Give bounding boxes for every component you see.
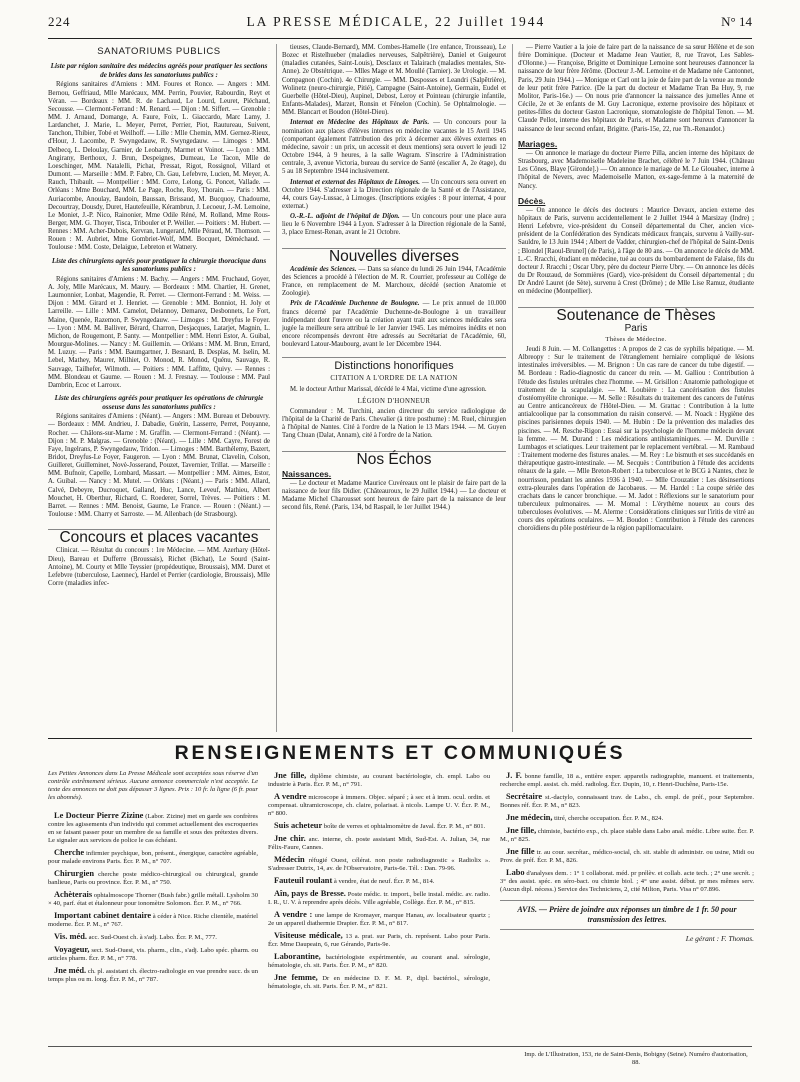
- ad-text: boîte de verres et ophtalmomètre de Javal. Écr. P. M., n° 801.: [322, 823, 486, 830]
- ad-text: ophtalmoscope Thorner (Bush fabr.) grille métall. Lysholm 30 × 40, parf. état et étalonneur pour ionomètre Solomon. Écr. P. M., n° 766.: [48, 892, 258, 907]
- ad-lead: Secrétaire: [506, 792, 543, 801]
- gerant-line: Le gérant : F. Thomas.: [685, 934, 754, 943]
- imprint: Imp. de L'Illustration, 153, rte de Saint-Denis, Bobigny (Seine). Numéro d'autorisation, 88.: [524, 1051, 748, 1066]
- issue-number: N° 14: [721, 14, 752, 29]
- section-rule: [48, 738, 752, 739]
- ad-text: cherche poste médico-chirurgical ou chirurgical, grande banlieue, Paris ou province. Écr. P. M., n° 750.: [48, 871, 258, 886]
- article-paragraph: [282, 266, 506, 299]
- article-text: tieuses, Claude-Bernard), MM. Combes-Hamelle (1re enfance, Trousseau), Le Bozec et Ristelhueber (maladies nerveuses, Salpêtrière), Daniel et Guigeurot (maladies cutanées, Saint-Louis), Desclaux et Talairach (maladies mentales, Ste-Anne). 2e Obstétrique. — Mlles Mage et M. Moullé (Tarnier). 3e Urologie. — M. Compagnon (Cochin). 4e Chirurgie. — MM. Desposses et Leandri (Salpêtrière), Wolinetz (neuro-chirurgie, Pitié), Campagne (Saint-Antoine), Germain, Eudel et Guerbelle (Hôtel-Dieu), Aupinel, Debost, Leroy et Pointeau (chirurgie infantile, Enfants-Malades), Marzet, Ronsin et Fénelon (Cochin). 5e Ophtalmologie. — MM. Blancart et Boudon (Hôtel-Dieu).: [282, 44, 506, 117]
- ad-lead: Chirurgien: [54, 869, 95, 878]
- classified-ad: [500, 814, 754, 823]
- ad-text: Dr en médecine D. F. M. P., dipl. bactériol., sérologie, hématologie, ch. sit. Paris. Écr. P. M., n° 821.: [268, 975, 490, 990]
- avis-notice: AVIS. — Prière de joindre aux réponses un timbre de 1 fr. 50 pour transmission des lettres.: [500, 900, 754, 930]
- ad-text: 13 a. prat. sur Paris, ch. représent. Labo pour Paris. Écr. Mme Daupeain, 6, rue Gérando, Paris-9e.: [268, 933, 490, 948]
- ad-text: acc. Sud-Ouest ch. à s'adj. Labo. Écr. P. M., 777.: [86, 934, 217, 941]
- classified-ad: [500, 793, 754, 810]
- classified-ad: [48, 946, 258, 963]
- echos-title: Nos Échos: [282, 451, 506, 464]
- naissances-title: Naissances.: [282, 468, 332, 479]
- article-text: Commandeur : M. Turchini, ancien directeur du service radiologique de l'hôpital de la Charité de Paris. Chevalier (à titre posthume) : M. Ruel, chirurgien à l'hôpital de Nantes. Cité à l'ordre de la Nation le 13 Mars 1944. — M. Guyen Tang Chuan (Dalat, Annam), cité à l'ordre de la Nation.: [282, 407, 506, 440]
- citation-title: CITATION A L'ORDRE DE LA NATION: [330, 375, 458, 383]
- ad-lead: Cherche: [54, 848, 85, 857]
- classified-ad: [268, 974, 490, 991]
- ads-intro: Les Petites Annonces dans La Presse Médicale sont acceptées sous réserve d'un contrôle extrêmement sérieux. Aucune annonce commerciale n'est acceptée. Le texte des annonces ne doit pas dépasser 3 lignes. Prix : 10 fr. la ligne (6 fr. pour les abonnés).: [48, 770, 258, 801]
- footer-rule: [48, 1046, 752, 1047]
- subheading: Liste des chirurgiens agréés pour pratiquer la chirurgie thoracique dans les sanatoriums publics :: [51, 256, 267, 274]
- paragraph-lead: Internat et externat des Hôpitaux de Limoges.: [290, 178, 421, 186]
- ad-text: titré, cherche occupation. Écr. P. M., 824.: [552, 815, 664, 822]
- classified-ad: [268, 953, 490, 970]
- article-text: Régions sanitaires d'Amiens : MM. Foures et Ronce. — Angers : MM. Bernou, Geffriaud, Mlle Marécaux, MM. Perrin, Pouvier, Rabourdin, Reyt et Véran. — Bordeaux : MM. R. de Lachaud, Le Lourd, Leuret, Piéchaud, Secousse. — Clermont-Ferrand : M. Renard. — Dijon : M. Siffert. — Grenoble : MM. J. Arnaud, Domange, A. Faure, Foix, L. Giaccardo, Marc Lamy, J. Lardanchet, J. Marie, L. Meyer, Perret, Perrier, Piot, Rautureau, Suivent, Tanchon, Thibier, Tobé et Weilhoff. — Lille : Mlle Chemin, MM. Gernez-Rieux, d'Hour, J. Lacombe, P. Swyngedauw, R. Swyngedauw. — Limoges : MM. Delbecq, L. Deloulay, Garnier, de Leobardy, Marmet et Voinot. — Lyon : MM. Angirany, Berthoux, J. Brun, Despeignes, Dumeau, Le Tacon, Mlle de Loeschinger, MM. Natalelli, Pichat, Pressat, Rigot, Rossignol, Villard et Dumont. — Marseille : MM. P. Fabre, Ch. Gau, Lefebvre, Lucien, M. Meyer, A. Rauch, Thibault. — Montpellier : MM. Corre, Lelong, G. Poncet, Vallade. — Orléans : Mme Bouchard, MM. Le Page, Roche, Roy, Thorain. — Paris : MM. Auriacombe, Anoulay, Baudoin, Baussan, Brissaud, M. Bucquoy, Chadourne, Decourtray, Dousdy, Duret, Hautefeuille, Kérambrun, J. Lecoeur, J.-M. Lemoine, Le Moniet, J.-P. Nico, Rainonier, Mme Odile Réné, M. Rolland, Mme Rous-Berger, MM. G. Thoyer, Tisca, Tribouler et P. Weiller. — Poitiers : M. Hubert. — Rennes : MM. Acher-Dubois, Kervran, Lungerard, Mlle Péraud, M. Thomson. — Rouen : M. Aubriet, Mme Gombriet-Wolf, MM. Bocquet, Déméchaud. — Toulouse : MM. Coste, Delaigue, Lebreton et Watnery.: [48, 81, 270, 252]
- subheading: Liste par région sanitaire des médecins agréés pour pratiquer les sections de brides dans les sanatoriums publics :: [50, 62, 268, 79]
- ad-text: ch. pl. assistant ch. électro-radiologie en vue prendre succ. ds un temps plus ou m. long. Écr. P. M., n° 787.: [48, 968, 258, 983]
- theses-label: Thèses de Médecine.: [605, 335, 667, 343]
- ad-lead: Achèterais: [54, 890, 93, 899]
- ad-lead: Vis. méd.: [54, 932, 87, 941]
- ads-column-2: [268, 772, 490, 1044]
- ad-lead: Jne fille: [506, 847, 535, 856]
- column-divider: [512, 44, 513, 732]
- ad-lead: Jne fille,: [274, 772, 307, 780]
- legion-title: LÉGION D'HONNEUR: [357, 397, 431, 405]
- classified-ad: [268, 772, 490, 789]
- classified-ad: [48, 891, 258, 908]
- ad-text: diplôme chimiste, au courant bactériologie, ch. empl. Labo ou industrie à Paris. Écr. P. M., n° 791.: [268, 773, 490, 788]
- ad-text: microscope à immers. Objec. séparé ; à sec et à imm. ocul. ordin. et compensat. ultramicroscope, ch. claire, polarisat. à nicols. Lampe U. V. Écr. P. M., n° 800.: [268, 794, 490, 817]
- ad-lead: Jne méd.: [54, 966, 87, 975]
- paragraph-lead: O.-R.-L. adjoint de l'hôpital de Dijon.: [290, 213, 400, 221]
- ad-text: d'analyses dem. : 1° 1 collaborat. méd. pr prélèv. et collab. acte tech. ; 2° une secrét. ; 3° des assist. spéc. en séro-bact. ou chimie biol. ; 4° une assist. début. pr mes mêmes serv. (Aucun dipl. nécess.) Service des Techniciens, 2, cité Milton, Paris. Visa n° 07.896.: [500, 870, 754, 893]
- classified-ad: [48, 812, 258, 845]
- subheading: Liste des chirurgiens agréés pour pratiquer les opérations de chirurgie osseuse dans les sanatoriums publics :: [54, 394, 264, 411]
- classified-ad: [268, 822, 490, 831]
- ad-text: st.-dactylo, connaissant trav. de Labo., ch. empl. de préf., pour Septembre. Bonnes réf. Écr. P. M., n° 823.: [500, 794, 754, 809]
- page-number: 224: [48, 14, 71, 29]
- ad-text: sect. Sud-Ouest, vis. pharm., clin., s'adj. Labo spéc. pharm. ou articles pharm. Écr. P. M., n° 778.: [48, 947, 258, 962]
- ad-text: tr. au cour. secrétar., médico-social, ch. sit. stable di administr. ou usine, Midi ou Prov. de préf. Écr. P. M., 826.: [500, 849, 754, 864]
- header-rule: [48, 38, 752, 39]
- ad-lead: Jne chir.: [274, 834, 306, 843]
- article-text: — Un concours sera ouvert en Octobre 1944. S'adresser à la Direction régionale de la Santé et de l'Assistance, 44, cours Gay-Lussac, à Limoges. (Inscriptions exigées : 8 pour internat, 4 pour externat.): [282, 178, 506, 210]
- ad-lead: Important cabinet dentaire: [54, 911, 152, 920]
- column-divider: [276, 44, 277, 732]
- ads-column-1: [48, 812, 258, 1044]
- paragraph-lead: Académie des Sciences.: [290, 265, 357, 273]
- ad-text: anc. interne, ch. poste assistant Midi, Sud-Est. A. Julian, 34, rue Félix-Faure, Cannes.: [268, 836, 490, 851]
- article-text: — On annonce le mariage du docteur Pierre Pilla, ancien interne des hôpitaux de Strasbourg, avec Mademoiselle Madeleine Brachet, célébré le 7 Juin 1944. (Château Les Cônes, Blaye [Gironde].) — On annonce le mariage de M. Le Glouahec, interne à l'hôpital de Nevers, avec Mademoiselle Matton, ex-sage-femme à la maternité de Nancy.: [518, 149, 754, 190]
- ad-lead: A vendre :: [274, 910, 313, 919]
- article-text: — On annonce le décès des docteurs : Maurice Devaux, ancien externe des hôpitaux de Paris, survenu accidentellement le 2 Juillet 1944 à Marsizay (Indre) ; Henri Lefebvre, vice-président du Conseil départemental du Cher, ancien vice-président de la Confédération des Syndicats médicaux français, survenu à Vailly-sur-Sauldre, le 13 Juin 1944 ; Albert de Vadder, chirurgien-chef de l'hôpital de Saint-Denis ; Blondel [Raoul-Brunel] (de Paris), à l'âge de 80 ans. — On annonce le décès de MM. L.-C. Rracchi, étudiant en médecine, tué au cours du bombardement de Falaise, fils du docteur J. Rracchi ; Oscar Ubry, père du docteur Pierre Ubry. — On annonce les décès du Dr Rouzaud, de Sommières (Gard), vice-président du Conseil départemental ; du Dr André Lauret (de Sète), survenu à Crest (Drôme) ; de Mlle Lise Ramuz, étudiante en médecine (Montpellier).: [518, 206, 754, 296]
- article-paragraph: [282, 179, 506, 212]
- column-2: [282, 44, 506, 734]
- ad-lead: Visiteuse médicale,: [274, 931, 343, 940]
- article-text: Jeudi 8 Juin. — M. Collangettes : A propos de 2 cas de syphilis hépatique. — M. Albreopy : Sur le traitement de l'étranglement herniaire compliqué de lésions intestinales irréversibles. — M. Brignon : Un cas rare de cancer du tube digestif. — M. Bordeau : Radio-diagnostic du cancer du rein. — M. Galliou : Contribution à l'étude des fistules urétrales chez l'homme. — M. Grisillon : Anatomie pathologique et traitement de la scapulalgie. — M. Loubière : La cancérisation des fistules d'ostéomyélite chronique. — M. Selle : Résultats du traitement des cancers de l'utérus au Centre anticancéreux de l'Hôtel-Dieu. — M. Grattac : Contribution à la lutte antialcoolique par la consommation du raisin conservé. — M. Noack : Hygiène des piscines parisiennes depuis 1940. — M. Hubin : De la prévention des maladies des piscines. — M. Resche-Rigon : Essai sur la psychologie de l'homme médecin devant la femme. — M. Durand : Les médications antihistaminiques. — M. Durville : Lumbagos et sciatiques. Leur traitement par le replacement vertébral. — M. Rambaud : Traitement moderne des fistures anales. — M. Rey : Le bismuth et ses succédanés en thérapeutique gastro-intestinale. — M. Secquès : Contribution à l'étude des accidents rénaux de la gale. — Mlle Breton-Robert : La tuberculose et le BCG à Nantes, chez le nourrisson, pendant les années 1936 à 1940. — Mlle Crouzatier : Les désinsertions extra-pleurales dans l'opération de Jacobaeus. — M. Hardel : La coupe sériée des crachats dans le cancer bronchique. — M. Jadot : Réflexions sur le sanatorium pour tuberculeux pulmonaires. — M. Momal : L'érythème noueux au cours des tuberculoses évolutives. — M. Alerme : Considérations cliniques sur l'iritis de vitré au cours des opérations oculaires. — M. Boudon : Contribution à l'étude des carences choroïdiens du pôle postérieur de la région papillomaculaire.: [518, 346, 754, 533]
- ad-text: chimiste, bactério exp., ch. place stable dans Labo anal. médic. Libre suite. Écr. P. M., n° 825.: [500, 828, 754, 843]
- article-paragraph: [282, 119, 506, 176]
- classified-ad: [268, 856, 490, 873]
- page-header: [48, 14, 752, 38]
- column-1: [48, 44, 270, 734]
- ad-lead: A vendre: [274, 792, 307, 801]
- ad-text: à vendre, état de neuf. Écr. P. M., 814.: [332, 878, 435, 885]
- renseignements-banner: RENSEIGNEMENTS ET COMMUNIQUÉS: [174, 742, 626, 764]
- ad-lead: Jne fille,: [506, 826, 537, 835]
- classified-ad: [48, 912, 258, 929]
- ad-lead: Le Docteur Pierre Zizine: [54, 812, 144, 820]
- ad-text: une lampe de Kromayer, marque Hanau, av. localisateur quartz ; 2e un appareil diathermie Drapier. Écr. P. M., n° 817.: [268, 912, 490, 927]
- classified-ad: [500, 848, 754, 865]
- article-text: — Le docteur et Madame Maurice Cuvéreaux ont le plaisir de faire part de la naissance de leur fils Didier. (Châteauroux, le 29 Juillet 1944.) — Le docteur et Madame Michel Charousset sont heureux de faire part de la naissance de leur second fils, René. (Paris, 134, bd Raspail, le 1er Juillet 1944.): [282, 479, 506, 512]
- article-text: Régions sanitaires d'Amiens : (Néant). — Angers : MM. Bureau et Debouvry. — Bordeaux : MM. Andrieu, J. Dabadie, Guérin, Lasserre, Perret, Pouyanne, Rocher. — Châlons-sur-Marne : M. Graffin. — Clermont-Ferrand : (Néant). — Dijon : M. P. Malgras. — Grenoble : (Néant). — Lille : MM. Cayre, Forest de Faye, Ingelrans, P. Swyngedauw, Tridon. — Limoges : MM. Barthélemy, Bazert, Bridot, Dreyfus-Le Foyer, Faugeron. — Lyon : MM. Brunat, Clavelin, Colson, Guilleret, Guilleminet, Novè-Josserand, Pouzet, Tavernier, Trillat. — Marseille : MM. Bufnoir, Capelle, Lombard, Massart. — Montpellier : MM. Aimes, Estor, A. Guibal. — Nancy : M. Mutel. — Orléans : (Néant.) — Paris : MM. Allard, Calvé, Debeyre, Ducroquet, Galland, Huc, Lance, Leveuf, Mathieu, Albert Mouchet, H. Oberthur, Richard, C. Roederer, Sorrel, Trèves. — Poitiers : M. Barret. — Rennes : MM. Benoist, Gaume, Le France. — Rouen : (Néant.) — Toulouse : MM. Charry et Sarroste. — M. Allenbach (de Strasbourg).: [48, 413, 270, 519]
- deces-title: Décès.: [518, 195, 546, 206]
- distinctions-title: Distinctions honorifiques: [282, 357, 506, 370]
- article-text: — Dans sa séance du lundi 26 Juin 1944, l'Académie des Sciences a procédé à l'élection de M. R. Courrier, professeur au Collège de France, en remplacement de M. Marchoux, décédé (section Anatomie et Zoologie).: [282, 265, 506, 298]
- classified-ad: [500, 869, 754, 894]
- ad-text: à céder à Nice. Riche clientèle, matériel moderne. Écr. P. M., n° 767.: [48, 913, 258, 928]
- classified-ad: [268, 835, 490, 852]
- classified-ad: [268, 911, 490, 928]
- ad-text: infirmier psychique, bon, présent., énergique, caractère agréable, pour malade environs Paris. Écr. P. M., n° 707.: [48, 850, 258, 865]
- ad-lead: Voyageur,: [54, 945, 90, 954]
- classified-ad: [48, 967, 258, 984]
- concours-title: Concours et places vacantes: [48, 529, 270, 542]
- ad-lead: Labo: [506, 868, 525, 877]
- classified-ad: [500, 772, 754, 789]
- classified-ad: [48, 849, 258, 866]
- article-text: — Le prix annuel de 10.000 francs décerné par l'Académie Duchenne-de-Boulogne à un travailleur indépendant dont l'œuvre ou la création ayant trait aux sciences médicales sera jugée la meilleure sera attribué le 1er Janvier 1945. Les mémoires inédits et non encore récompensés devront être adressés au Secrétariat de l'Académie, 60, boulevard Latour-Maubourg, avant le 1er Décembre 1944.: [282, 300, 506, 349]
- article-text: Clinicat. — Résultat du concours : 1re Médecine. — MM. Azerhary (Hôtel-Dieu), Bareau et Dufferre (Broussais), Richet (Bichat), Le Sourd (Saint-Antoine), M. Courty et Mlle Teyssier (propédeutique, Broussais), MM. Duret et Lefebvre (tuberculose, Laennec), Hardel et Perrier (cardiologie, Broussais), Mlle Corre (maladies infec-: [48, 547, 270, 587]
- article-text: — Pierre Vautier a la joie de faire part de la naissance de sa sœur Hélène et de son frère Dominique. (Docteur et Madame Jean Vautier, 8, rue Travot, Les Sables-d'Olonne.) — Françoise, Brigitte et Dominique Lemoine sont heureuses d'annoncer la naissance de leur frère Jérôme. (Docteur J.-M. Lemoine et de Madame née Cantonnet, Paris, 29 Juin 1944.) — Monique et Carl ont la joie de faire part de la venue au monde de leur petit frère Patrice. (De la part du docteur et Madame Tran Ba Huy, 9, rue Molitor, Paris-16e.) — On nous prie d'annoncer la naissance des jumelles Anne et Cécile, 2e et 3e enfants de M. Guy Lacronique, externe provisoire des hôpitaux et petites-filles du docteur Gaston Lacronique, stomatologiste de l'hôpital Tenon. — M. Claude Pellot, interne des hôpitaux de Paris, et Madame sont heureux d'annoncer la naissance de leur second enfant, Brigitte. (Paris-15e, 22, rue Th.-Renaudot.): [518, 44, 754, 133]
- article-paragraph: [282, 213, 506, 237]
- city-label: Paris: [624, 322, 648, 334]
- classified-ad: [268, 932, 490, 949]
- classified-ad: [48, 870, 258, 887]
- article-text: — Un concours pour une place aura lieu le 6 Novembre 1944 à Lyon. S'adresser à la Direction régionale de la Santé, 3, place Ernest-Renan, avant le 21 Octobre.: [282, 213, 506, 237]
- mariages-title: Mariages.: [518, 138, 558, 149]
- classified-ad: [268, 877, 490, 886]
- ad-lead: Suis acheteur: [274, 821, 323, 830]
- sanatoriums-title: SANATORIUMS PUBLICS: [97, 46, 221, 57]
- classified-ad: [268, 890, 490, 907]
- ad-lead: Aîn, pays de Bresse.: [274, 889, 346, 898]
- ad-text: bonne famille, 18 a., entière exper. appareils radiographie, manuent. et traitements, recherche empl. assist. ch. méd. radiolog. Écr. Dupin, 10, r. Henri-Duchêne, Paris-15e.: [500, 773, 754, 788]
- ads-column-3: [500, 772, 754, 1044]
- classified-ad: [500, 827, 754, 844]
- paragraph-lead: Prix de l'Académie Duchenne de Boulogne.: [290, 300, 420, 308]
- ad-text: (Labor. Zizine) met en garde ses confrères contre les agissements d'un individu qui commet actuellement des escroqueries en se faisant passer pour un membre de sa famille et sous des prétextes divers. Le signaler aux services de police le cas échéant.: [48, 813, 258, 844]
- soutenance-title: Soutenance de Thèses: [518, 307, 754, 320]
- ad-lead: Jne femme,: [274, 973, 318, 982]
- ads-list: [500, 772, 754, 894]
- paragraph-lead: Internat en Médecine des Hôpitaux de Paris.: [290, 119, 430, 127]
- ad-lead: J. F.: [506, 772, 522, 780]
- journal-title: LA PRESSE MÉDICALE, 22 Juillet 1944: [246, 14, 546, 29]
- article-paragraph: [282, 300, 506, 349]
- ad-lead: Fauteuil roulant: [274, 876, 333, 885]
- article-text: Régions sanitaires d'Amiens : M. Bachy. — Angers : MM. Fruchaud, Goyer, A. Joly, Mlle Marécaux, M. Maury. — Bordeaux : MM. Chartier, H. Grenet, Laumonnier, Lonbat, Magendie, R. Perret. — Clermont-Ferrand : M. Weiss. — Dijon : MM. Girard et J. Henriet. — Grenoble : MM. Bonniot, H. Joly et Larreille. — Lille : MM. Camelot, Delannoy, Demarez, Desbonnets, Le Fort, Maine, Quenée, Razemon, P. Swyngedauw. — Limoges : M. Dreyfus le Foyer. — Lyon : MM. M. Balliver, Bérard, Charron, Desjacques, Latarjet, Magnin, L. Michon, de Rougemont, P. Santy. — Montpellier : MM. Henri Estor, A. Guibal, Mourgue-Molines. — Nancy : M. Guillemin. — Orléans : MM. M. Brun, Errard, M. Luzuy. — Paris : MM. Baumgartner, J. Besnard, B. Desplas, M. Iselin, M. Lebel, Mathey, Maurer, Milhiet, O. Monod, R. Monod, Quénu, Sauvage, R. Sauvage, Tailhefer, Wilmoth. — Poitiers : MM. Laffitte, Quivy. — Rennes : MM. Blondeau et Gaume. — Rouen : M. J. Fresnay. — Toulouse : MM. Paul Dambrin, Ecoc et Larroux.: [48, 275, 270, 389]
- article-text: M. le docteur Arthur Marissal, décédé le 4 Mai, victime d'une agression.: [290, 385, 487, 393]
- classified-ad: [268, 793, 490, 818]
- column-3: [518, 44, 754, 734]
- ad-lead: Laborantine,: [274, 952, 321, 961]
- ad-text: bactériologiste expérimentée, au courant anal. sérologie, hématologie, ch. sit. Paris. Écr. P. M., n° 820.: [268, 954, 490, 969]
- classified-ad: [48, 933, 258, 942]
- article-text: — Un concours pour la nomination aux places d'élèves internes en médecine vacantes le 15 Avril 1945 (comportant également l'attribution des prix à décerner aux élèves externes en médecine, savoir : un prix, un accessit et deux mentions) sera ouvert le jeudi 12 Octobre 1944, à 9 heures, à la salle Wagram. S'inscrire à l'Administration centrale, 3, avenue Victoria, bureau du service de Santé (escalier A, 2e étage), du 5 au 18 Septembre 1944 inclusivement.: [282, 119, 506, 176]
- nouvelles-title: Nouvelles diverses: [282, 248, 506, 261]
- ad-text: réfugié Ouest, célérat. non poste radiodiagnostic « Radiolix ». S'adresser Dutrix, 14, av. de l'Observatoire, Paris-6e. Tél. : Dan. 79-96.: [268, 857, 490, 872]
- ad-text: Poste médic. tr. import., belle instal. médic. av. radio. I. R., U. V. à reprendre après décès. Ville agréable, Collège. Écr. P. M., n° 815.: [268, 891, 490, 906]
- ad-lead: Médecin: [274, 855, 305, 864]
- ad-lead: Jne médecin,: [506, 813, 553, 822]
